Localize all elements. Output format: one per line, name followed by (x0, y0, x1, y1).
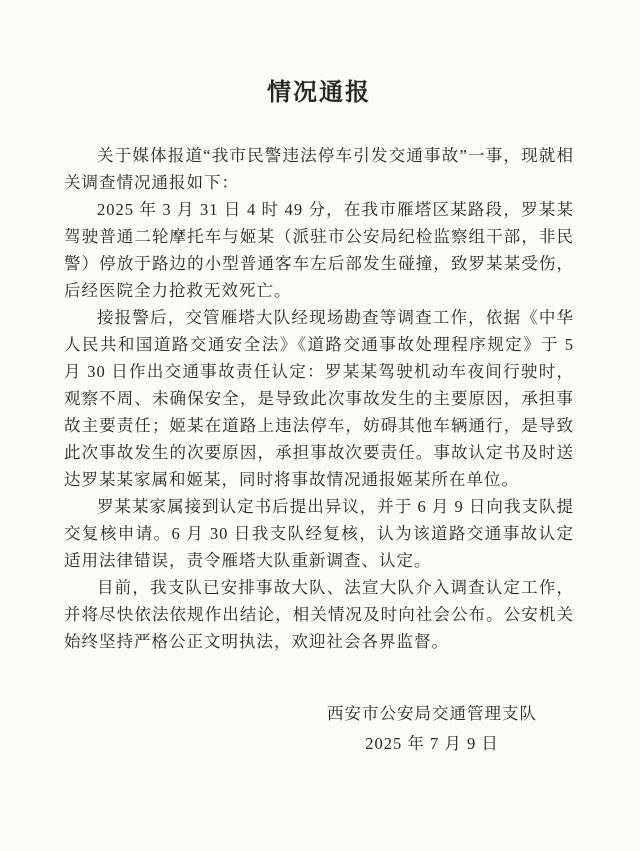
body-paragraph-investigation: 接报警后，交管雁塔大队经现场勘查等调查工作，依据《中华人民共和国道路交通安全法》《道路交通事故处理程序规定》于 5 月 30 日作出交通事故责任认定：罗某某驾驶机动车夜间行驶时，观察不周、未确保安全，是导致此次事故发生的主要原因，承担事故主要责任；姬某在道路上违法停车，妨碍其他车辆通行，是导致此次事故发生的次要原因，承担事故次要责任。事故认定书及时送达罗某某家属和姬某，同时将事故情况通报姬某所在单位。 (64, 308, 574, 489)
body-paragraph-current-status: 目前，我支队已安排事故大队、法宣大队介入调查认定工作，并将尽快依法依规作出结论，相关情况及时向社会公布。公安机关始终坚持严格公正文明执法，欢迎社会各界监督。 (64, 578, 574, 651)
document-title: 情况通报 (267, 80, 371, 106)
body-paragraph-intro: 关于媒体报道“我市民警违法停车引发交通事故”一事，现就相关调查情况通报如下： (64, 146, 574, 192)
document-body (64, 142, 574, 655)
signature-inner (327, 699, 537, 759)
signature-unit: 西安市公安局交通管理支队 (327, 704, 537, 723)
signature-date: 2025 年 7 月 9 日 (365, 734, 499, 753)
body-paragraph-accident: 2025 年 3 月 31 日 4 时 49 分，在我市雁塔区某路段，罗某某驾驶普通二轮摩托车与姬某（派驻市公安局纪检监察组干部，非民警）停放于路边的小型普通客车左后部发生碰撞，致罗某某受伤，后经医院全力抢救无效死亡。 (64, 200, 574, 300)
signature-block (64, 699, 537, 759)
body-paragraph-review: 罗某某家属接到认定书后提出异议，并于 6 月 9 日向我支队提交复核申请。6 月 30 日我支队经复核，认为该道路交通事故认定适用法律错误，责令雁塔大队重新调查、认定。 (64, 497, 574, 570)
